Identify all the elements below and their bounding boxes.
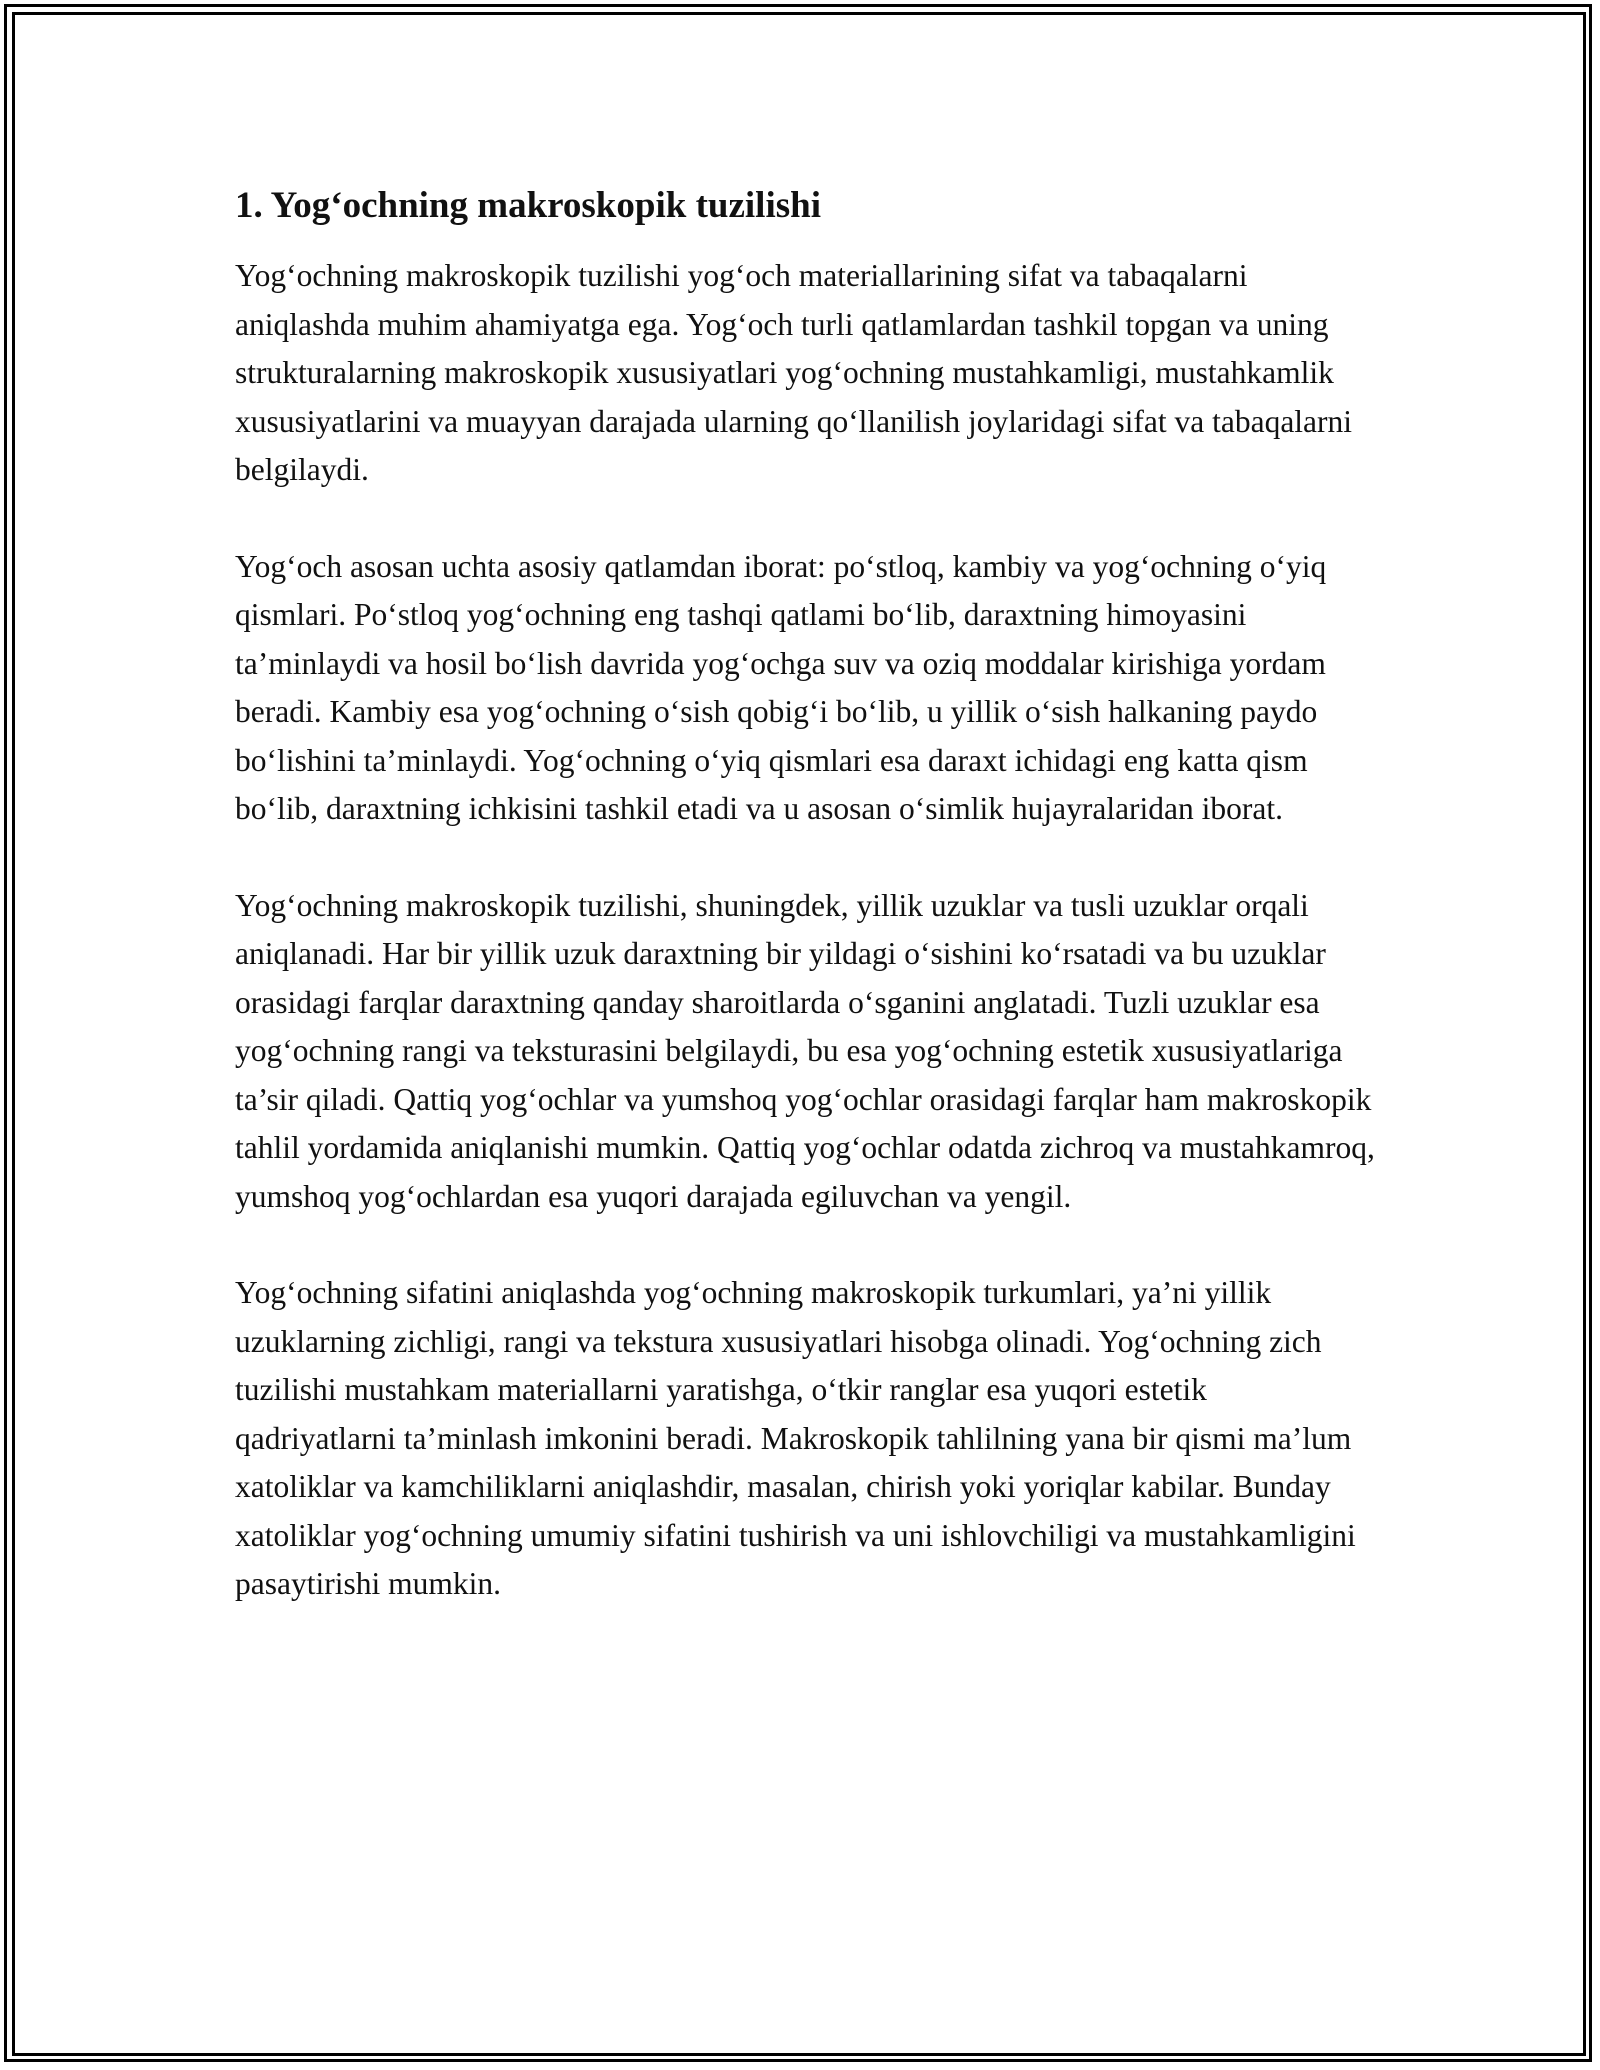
paragraph-4: Yog‘ochning sifatini aniqlashda yog‘ochning makroskopik turkumlari, ya’ni yillik uzuklarning zichligi, rangi va tekstura xususiyatlari hisobga olinadi. Yog‘ochning zich tuzilishi mustahkam materiallarni yaratishga, o‘tkir ranglar esa yuqori estetik qadriyatlarni ta’minlash imkonini beradi. Makroskopik tahlilning yana bir qismi ma’lum xatoliklar va kamchiliklarni aniqlashdir, masalan, chirish yoki yoriqlar kabilar. Bunday xatoliklar yog‘ochning umumiy sifatini tushirish va uni ishlovchiligi va mustahkamligini pasaytirishi mumkin. bbox=[235, 1275, 1356, 1601]
paragraph-1: Yog‘ochning makroskopik tuzilishi yog‘och materiallarining sifat va tabaqalarni aniqlashda muhim ahamiyatga ega. Yog‘och turli qatlamlardan tashkil topgan va uning strukturalarning makroskopik xususiyatlari yog‘ochning mustahkamligi, mustahkamlik xususiyatlarini va muayyan darajada ularning qo‘llanilish joylaridagi sifat va tabaqalarni belgilaydi. bbox=[235, 258, 1353, 487]
paragraph-2: Yog‘och asosan uchta asosiy qatlamdan iborat: po‘stloq, kambiy va yog‘ochning o‘yiq qismlari. Po‘stloq yog‘ochning eng tashqi qatlami bo‘lib, daraxtning himoyasini ta’minlaydi va hosil bo‘lish davrida yog‘ochga suv va oziq moddalar kirishiga yordam beradi. Kambiy esa yog‘ochning o‘sish qobig‘i bo‘lib, u yillik o‘sish halkaning paydo bo‘lishini ta’minlaydi. Yog‘ochning o‘yiq qismlari esa daraxt ichidagi eng katta qism bo‘lib, daraxtning ichkisini tashkil etadi va u asosan o‘simlik hujayralaridan iborat. bbox=[235, 548, 1327, 826]
paragraph-3: Yog‘ochning makroskopik tuzilishi, shuningdek, yillik uzuklar va tusli uzuklar orqali aniqlanadi. Har bir yillik uzuk daraxtning bir yildagi o‘sishini ko‘rsatadi va bu uzuklar orasidagi farqlar daraxtning qanday sharoitlarda o‘sganini anglatadi. Tuzli uzuklar esa yog‘ochning rangi va teksturasini belgilaydi, bu esa yog‘ochning estetik xususiyatlariga ta’sir qiladi. Qattiq yog‘ochlar va yumshoq yog‘ochlar orasidagi farqlar ham makroskopik tahlil yordamida aniqlanishi mumkin. Qattiq yog‘ochlar odatda zichroq va mustahkamroq, yumshoq yog‘ochlardan esa yuqori darajada egiluvchan va yengil. bbox=[235, 887, 1375, 1214]
section-heading: 1. Yog‘ochning makroskopik tuzilishi bbox=[235, 185, 821, 226]
document-body bbox=[235, 182, 1375, 1657]
